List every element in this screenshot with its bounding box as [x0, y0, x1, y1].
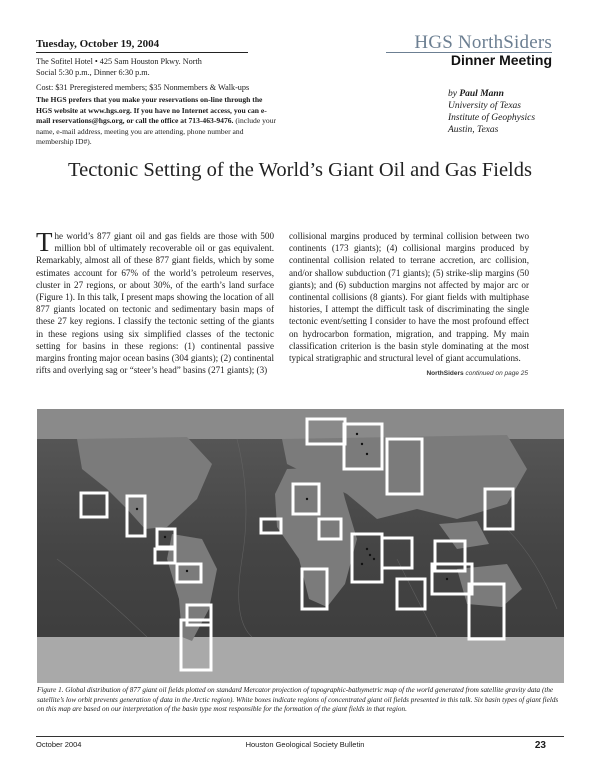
byline-prefix: by [448, 89, 457, 99]
article-text-right: collisional margins produced by terminal collision between two continents (173 giants); (4) collisional margins produced by continental collision related to terrane accretion, arc collision, and/or shallow subduction (71 giants); (5) strike-slip margins (50 giants); and (6) subduction margins not affected by major arc or continental collisions (8 giants). For giant fields with multiphase histories, I attempt the difficult task of discriminating the single tectonic event/setting I consider to have the most profound effect on hydrocarbon formation, migration, and trapping. My main classification criterion is the basin style dominating at the most typical stratigraphic and structural level of giant accumulations. [289, 231, 529, 364]
arctic-no-data-band [37, 409, 564, 439]
antarctic-landmass [37, 637, 564, 683]
cost-line: Cost: $31 Preregistered members; $35 Nonmembers & Walk-ups [36, 83, 250, 92]
series-title: HGS NorthSiders [414, 32, 552, 53]
reservation-instructions: The HGS prefers that you make your reservations on-line through the HGS website at www.hgs.org. If you have no Internet access, you can e-mail reservations@hgs.org, or call the office at 713-463-9476. [36, 95, 267, 126]
author-name: Paul Mann [459, 89, 504, 99]
author-byline [448, 88, 535, 136]
world-map-image [37, 409, 564, 683]
reservation-details: (include your name, e-mail address, meeting you are attending, phone number and membership ID#). [36, 116, 277, 147]
article-text-left: he world’s 877 giant oil and gas fields are those with 500 million bbl of ultimately recoverable oil or gas equivalent. Remarkably, almost all of these 877 giant fields, which by some estimates account for 67% of the world’s petroleum reserves, cluster in 27 regions, or about 30%, of the earth’s land surface (Figure 1). In this talk, I present maps showing the location of all 877 giants located on tectonic and sedimentary basin maps of these 27 key regions. I classify the tectonic setting of the giants in these regions using six simplified classes of the tectonic setting for basins in these regions: (1) continental passive margins fronting major ocean basins (304 giants); (2) continental rifts and overlying sag or “steer’s head” basins (271 giants); (3) [36, 231, 274, 376]
article-title: Tectonic Setting of the World’s Giant Oil and Gas Fields [68, 159, 532, 181]
meeting-date: Tuesday, October 19, 2004 [36, 38, 160, 50]
footer-publication: Houston Geological Society Bulletin [245, 740, 365, 749]
header-divider [36, 52, 248, 53]
world-map-figure [37, 409, 564, 683]
author-affiliation-2: Institute of Geophysics [448, 113, 536, 123]
article-column-left [36, 227, 274, 376]
footer-issue-date: October 2004 [36, 740, 82, 749]
author-location: Austin, Texas [448, 125, 499, 135]
continued-page: continued on page 25 [463, 370, 528, 377]
venue-address: The Sofitel Hotel • 425 Sam Houston Pkwy. North [36, 57, 202, 66]
figure-caption: Figure 1. Global distribution of 877 giant oil fields plotted on standard Mercator projection of topographic-bathymetric map of the world generated from satellite gravity data (the satellite’s low orbit prevents generation of data in the Arctic region). White boxes indicate regions of concentrated giant oil fields presented in this talk. Six basin types of giant fields on this map are based on our interpretation of the basin type most responsible for the formation of the giant fields in that region. [37, 686, 559, 714]
author-affiliation-1: University of Texas [448, 101, 522, 111]
footer-divider [36, 736, 564, 737]
drop-cap: T [36, 227, 53, 257]
event-type: Dinner Meeting [450, 52, 552, 68]
page-number: 23 [534, 740, 546, 751]
article-column-right [289, 230, 529, 364]
venue-times: Social 5:30 p.m., Dinner 6:30 p.m. [36, 68, 150, 77]
continued-notice [426, 370, 528, 377]
reservation-note [36, 95, 278, 148]
venue-block [36, 56, 266, 78]
continued-section: NorthSiders [426, 370, 464, 377]
